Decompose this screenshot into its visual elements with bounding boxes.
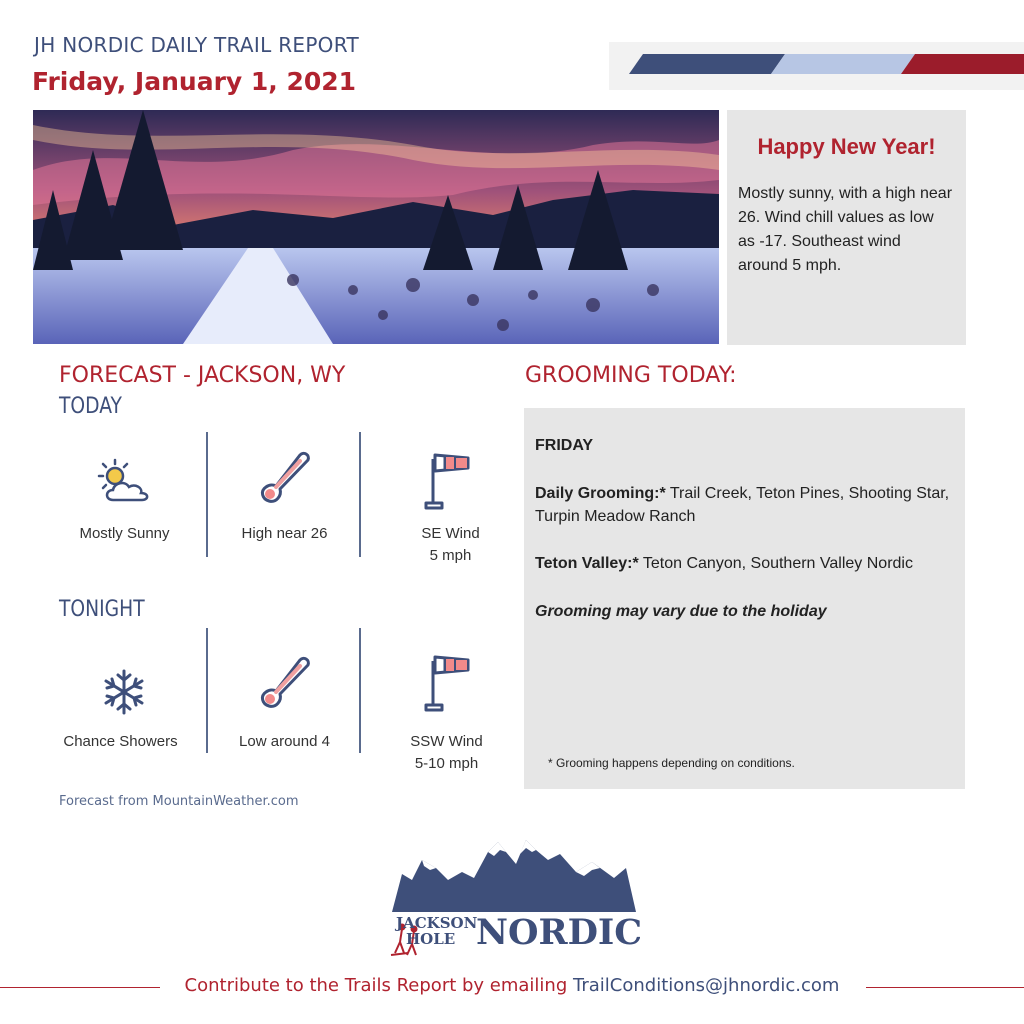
snowflake-icon [102,668,146,721]
report-title: JH NORDIC DAILY TRAIL REPORT [34,33,359,57]
grooming-panel [524,408,965,789]
report-date: Friday, January 1, 2021 [32,67,357,96]
tonight-label: TONIGHT [59,597,145,622]
divider [206,432,208,557]
teton-valley-label: Teton Valley:* [535,555,639,572]
thermometer-icon [256,656,316,717]
divider [359,628,361,753]
daily-grooming [535,482,960,528]
today-wind-speed: 5 mph [429,547,472,564]
logo-nordic: NORDIC [476,912,640,953]
daily-grooming-label: Daily Grooming:* [535,485,666,502]
grooming-footnote: * Grooming happens depending on conditions. [548,756,795,770]
jackson-hole-nordic-logo [388,838,640,962]
grooming-day: FRIDAY [535,437,594,454]
today-label: TODAY [59,394,122,419]
windsock-icon [423,451,473,516]
tonight-wind-label: SSW Wind [410,733,483,750]
windsock-icon [423,653,473,718]
footer-contribute [0,975,1024,996]
footer-text: Contribute to the Trails Report by emailing [184,975,573,996]
trail-sunset-photo [33,110,719,344]
logo-hole: HOLE [406,930,456,948]
callout-title: Happy New Year! [757,134,936,159]
thermometer-icon [256,451,316,512]
daily-grooming-trails: Trail Creek, Teton Pines, Shooting Star, Turpin Meadow Ranch [535,485,950,525]
footer-email-link[interactable]: TrailConditions@jhnordic.com [573,975,840,996]
tonight-temp-label: Low around 4 [239,733,330,750]
divider [359,432,361,557]
forecast-title: FORECAST - JACKSON, WY [59,363,346,388]
teton-valley-grooming [535,552,960,575]
grooming-title: GROOMING TODAY: [525,363,737,388]
header-stripes [609,42,1024,90]
teton-valley-trails: Teton Canyon, Southern Valley Nordic [638,555,913,572]
tonight-sky-label: Chance Showers [63,733,178,750]
today-sky-label: Mostly Sunny [79,525,170,542]
callout-body: Mostly sunny, with a high near 26. Wind chill values as low as -17. Southeast wind around 5 mph. [738,185,953,274]
holiday-callout [727,110,966,345]
logo-jackson: JACKSON [396,914,478,932]
divider [206,628,208,753]
partly-sunny-icon [95,458,153,509]
forecast-source: Forecast from MountainWeather.com [59,794,299,809]
tonight-wind-speed: 5-10 mph [414,755,479,772]
today-temp-label: High near 26 [241,525,328,542]
today-wind-label: SE Wind [421,525,480,542]
holiday-note: Grooming may vary due to the holiday [535,603,827,620]
